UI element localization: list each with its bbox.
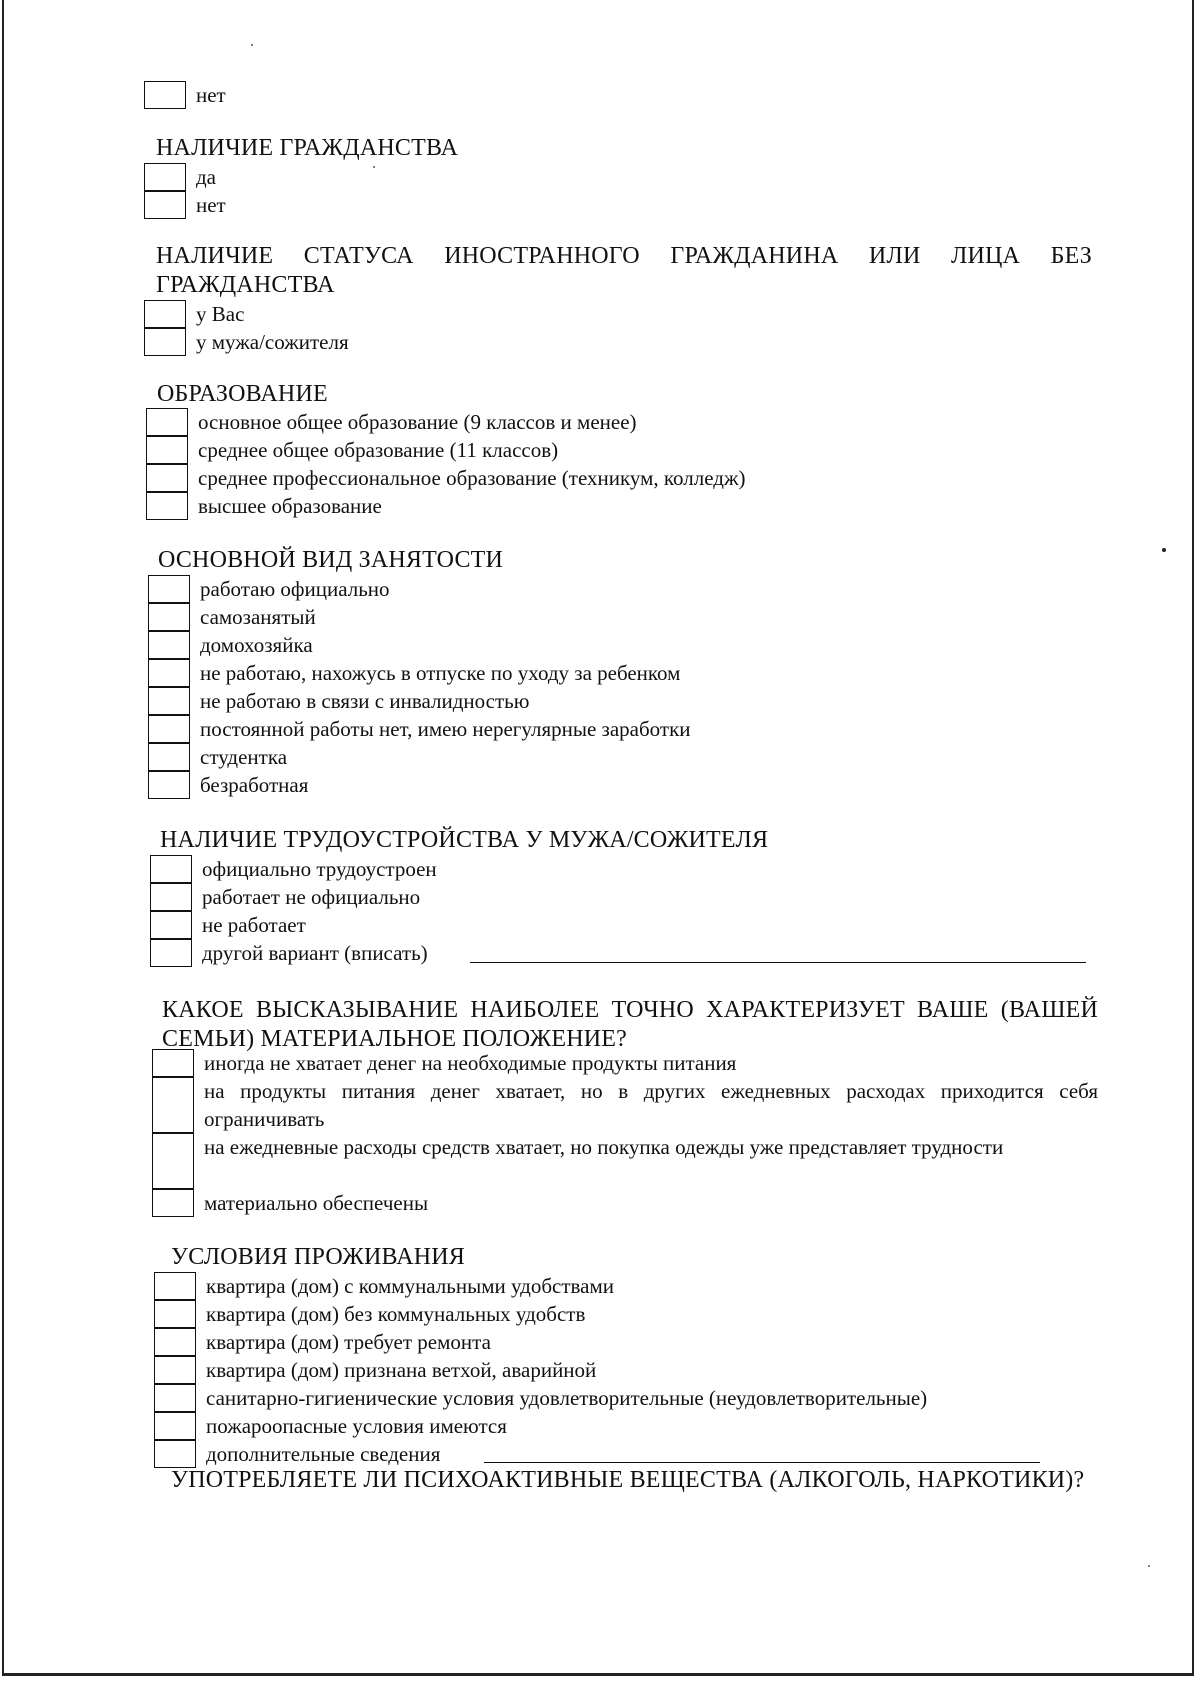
option-living-amenities[interactable] <box>154 1272 1094 1300</box>
option-foreign-you[interactable] <box>144 300 544 328</box>
checkbox[interactable] <box>144 81 186 109</box>
option-label: иногда не хватает денег на необходимые продукты питания <box>204 1051 737 1075</box>
checkbox[interactable] <box>154 1356 196 1384</box>
checkbox[interactable] <box>150 883 192 911</box>
checkbox[interactable] <box>154 1412 196 1440</box>
option-living-repair[interactable] <box>154 1328 1094 1356</box>
option-living-fire-hazard[interactable] <box>154 1412 1094 1440</box>
checkbox[interactable] <box>150 911 192 939</box>
checkbox[interactable] <box>148 743 190 771</box>
option-material-limited[interactable] <box>152 1077 1098 1133</box>
option-material-clothing[interactable] <box>152 1133 1098 1189</box>
checkbox[interactable] <box>148 771 190 799</box>
option-education-vocational[interactable] <box>146 464 1046 492</box>
checkbox[interactable] <box>154 1272 196 1300</box>
section-title-living: УСЛОВИЯ ПРОЖИВАНИЯ <box>171 1244 466 1270</box>
option-foreign-partner[interactable] <box>144 328 544 356</box>
option-citizenship-no[interactable] <box>144 191 344 219</box>
option-employment-maternity[interactable] <box>148 659 1048 687</box>
option-label: у мужа/сожителя <box>196 330 349 354</box>
option-employment-housewife[interactable] <box>148 631 1048 659</box>
section-title-substances: УПОТРЕБЛЯЕТЕ ЛИ ПСИХОАКТИВНЫЕ ВЕЩЕСТВА (АЛКОГОЛЬ, НАРКОТИКИ)? <box>171 1467 1085 1493</box>
section-title-employment: ОСНОВНОЙ ВИД ЗАНЯТОСТИ <box>158 547 504 573</box>
option-employment-unemployed[interactable] <box>148 771 1048 799</box>
option-employment-official[interactable] <box>148 575 1048 603</box>
checkbox[interactable] <box>146 464 188 492</box>
option-employment-selfemployed[interactable] <box>148 603 1048 631</box>
option-label: работаю официально <box>200 577 390 601</box>
option-living-dilapidated[interactable] <box>154 1356 1094 1384</box>
checkbox[interactable] <box>148 575 190 603</box>
option-label: квартира (дом) признана ветхой, аварийной <box>206 1358 597 1382</box>
checkbox[interactable] <box>150 939 192 967</box>
option-label: у Вас <box>196 302 245 326</box>
checkbox[interactable] <box>152 1077 194 1133</box>
additional-info-input-line[interactable] <box>484 1462 1040 1463</box>
checkbox[interactable] <box>146 436 188 464</box>
checkbox[interactable] <box>150 855 192 883</box>
option-label: материально обеспечены <box>204 1191 429 1215</box>
scan-speck <box>1162 548 1166 552</box>
option-employment-student[interactable] <box>148 743 1048 771</box>
checkbox[interactable] <box>144 191 186 219</box>
checkbox[interactable] <box>144 328 186 356</box>
checkbox[interactable] <box>146 492 188 520</box>
option-material-secured[interactable] <box>152 1189 1098 1217</box>
scan-speck <box>1148 1565 1150 1567</box>
option-partner-official[interactable] <box>150 855 1050 883</box>
checkbox[interactable] <box>154 1440 196 1468</box>
option-label: студентка <box>200 745 288 769</box>
checkbox[interactable] <box>152 1133 194 1189</box>
other-variant-input-line[interactable] <box>470 962 1086 963</box>
option-label: официально трудоустроен <box>202 857 437 881</box>
option-label: не работает <box>202 913 306 937</box>
checkbox[interactable] <box>148 631 190 659</box>
option-label: среднее общее образование (11 классов) <box>198 438 559 462</box>
scan-speck <box>251 44 253 46</box>
checkbox[interactable] <box>152 1189 194 1217</box>
option-label: самозанятый <box>200 605 316 629</box>
option-label: квартира (дом) требует ремонта <box>206 1330 491 1354</box>
option-education-secondary[interactable] <box>146 436 1046 464</box>
checkbox[interactable] <box>144 300 186 328</box>
option-living-sanitary[interactable] <box>154 1384 1094 1412</box>
option-label: другой вариант (вписать) <box>202 941 428 965</box>
option-prev-no[interactable] <box>144 81 344 109</box>
option-partner-unofficial[interactable] <box>150 883 1050 911</box>
option-label: высшее образование <box>198 494 382 518</box>
option-label: нет <box>196 83 226 107</box>
section-title-education: ОБРАЗОВАНИЕ <box>157 381 328 407</box>
option-label: квартира (дом) с коммунальными удобствами <box>206 1274 615 1298</box>
option-material-food[interactable] <box>152 1049 1098 1077</box>
option-label: домохозяйка <box>200 633 313 657</box>
checkbox[interactable] <box>148 603 190 631</box>
option-label: не работаю в связи с инвалидностью <box>200 689 530 713</box>
checkbox[interactable] <box>146 408 188 436</box>
checkbox[interactable] <box>144 163 186 191</box>
checkbox[interactable] <box>148 715 190 743</box>
option-label: безработная <box>200 773 309 797</box>
checkbox[interactable] <box>154 1300 196 1328</box>
checkbox[interactable] <box>152 1049 194 1077</box>
option-label: основное общее образование (9 классов и менее) <box>198 410 637 434</box>
option-education-higher[interactable] <box>146 492 1046 520</box>
option-label: не работаю, нахожусь в отпуске по уходу за ребенком <box>200 661 681 685</box>
option-label: постоянной работы нет, имею нерегулярные заработки <box>200 717 691 741</box>
option-partner-notworking[interactable] <box>150 911 1050 939</box>
scan-speck <box>373 166 375 168</box>
option-label: квартира (дом) без коммунальных удобств <box>206 1302 586 1326</box>
option-employment-irregular[interactable] <box>148 715 1048 743</box>
option-label: работает не официально <box>202 885 421 909</box>
checkbox[interactable] <box>148 659 190 687</box>
option-employment-disability[interactable] <box>148 687 1048 715</box>
option-label: среднее профессиональное образование (техникум, колледж) <box>198 466 746 490</box>
section-title-material: КАКОЕ ВЫСКАЗЫВАНИЕ НАИБОЛЕЕ ТОЧНО ХАРАКТЕРИЗУЕТ ВАШЕ (ВАШЕЙ СЕМЬИ) МАТЕРИАЛЬНОЕ ПОЛОЖЕНИЕ? <box>162 997 1098 1052</box>
option-label: нет <box>196 193 226 217</box>
section-title-partner-employment: НАЛИЧИЕ ТРУДОУСТРОЙСТВА У МУЖА/СОЖИТЕЛЯ <box>160 827 769 853</box>
option-citizenship-yes[interactable] <box>144 163 344 191</box>
checkbox[interactable] <box>148 687 190 715</box>
checkbox[interactable] <box>154 1384 196 1412</box>
option-label: на ежедневные расходы средств хватает, но покупка одежды уже представляет трудности <box>204 1135 1004 1159</box>
option-education-basic[interactable] <box>146 408 1046 436</box>
option-label: санитарно-гигиенические условия удовлетворительные (неудовлетворительные) <box>206 1386 928 1410</box>
option-label: да <box>196 165 217 189</box>
section-title-foreign-status: НАЛИЧИЕ СТАТУСА ИНОСТРАННОГО ГРАЖДАНИНА ИЛИ ЛИЦА БЕЗ ГРАЖДАНСТВА <box>156 243 1092 298</box>
option-label: дополнительные сведения <box>206 1442 441 1466</box>
option-living-additional[interactable] <box>154 1440 1094 1468</box>
option-living-no-amenities[interactable] <box>154 1300 1094 1328</box>
option-label: на продукты питания денег хватает, но в других ежедневных расходах приходится себя ограничивать <box>204 1079 1098 1131</box>
option-label: пожароопасные условия имеются <box>206 1414 507 1438</box>
checkbox[interactable] <box>154 1328 196 1356</box>
section-title-citizenship: НАЛИЧИЕ ГРАЖДАНСТВА <box>156 135 459 161</box>
